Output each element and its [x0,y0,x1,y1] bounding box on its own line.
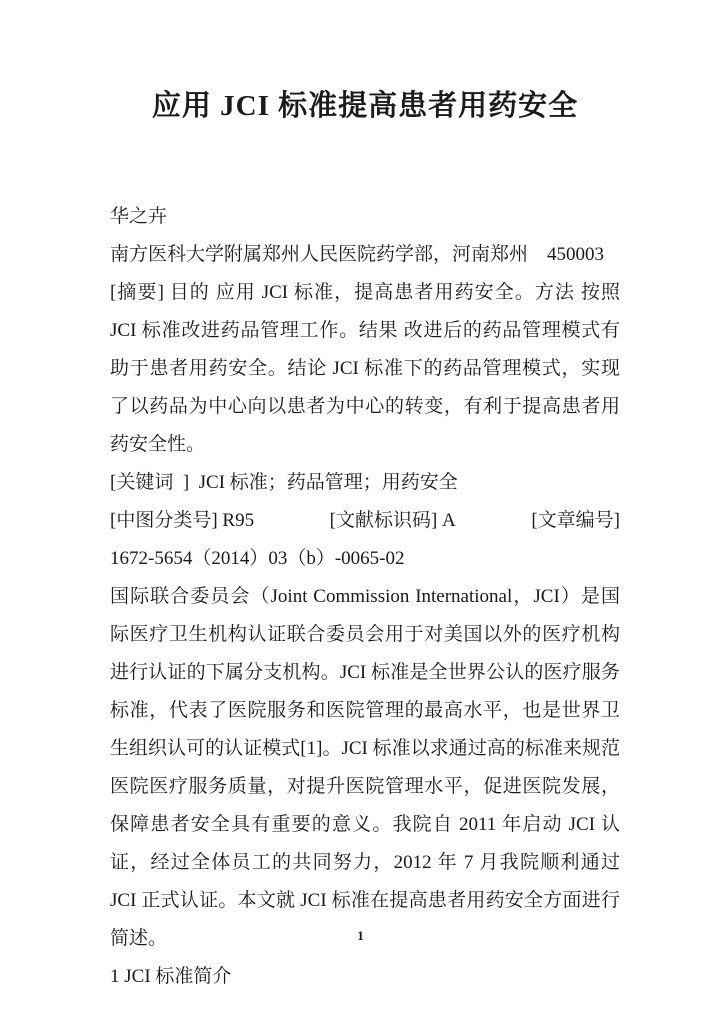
intro-paragraph: 国际联合委员会（Joint Commission International，JCI）是国际医疗卫生机构认证联合委员会用于对美国以外的医疗机构进行认证的下属分支机构。JCI 标准是全世界公认的医疗服务标准，代表了医院服务和医院管理的最高水平，也是世界卫生组织认可的认证模式[1]。JCI 标准以求通过高的标准来规范医院医疗服务质量，对提升医院管理水平，促进医院发展，保障患者安全具有重要的意义。我院自 2011 年启动 JCI 认证，经过全体员工的共同努力，2012 年 7 月我院顺利通过 JCI 正式认证。本文就 JCI 标准在提高患者用药安全方面进行简述。 [110,586,620,949]
keywords-line: [关键词 ] JCI 标准；药品管理；用药安全 [110,472,458,493]
article-title: 应用 JCI 标准提高患者用药安全 [151,90,579,122]
page-number: 1 [357,928,364,943]
clc-number: [中图分类号] R95 [110,510,255,531]
section-1-heading: 1 JCI 标准简介 [110,966,232,987]
document-body [110,198,620,996]
author-name: 华之卉 [110,206,168,227]
classification-line [110,502,620,540]
author-affiliation: 南方医科大学附属郑州人民医院药学部，河南郑州 450003 [110,244,605,265]
document-code: [文献标识码] A [329,510,456,531]
article-number-label: [文章编号] [531,510,620,531]
abstract-paragraph: [摘要] 目的 应用 JCI 标准，提高患者用药安全。方法 按照 JCI 标准改进药品管理工作。结果 改进后的药品管理模式有助于患者用药安全。结论 JCI 标准下的药品管理模式，实现了以药品为中心向以患者为中心的转变，有利于提高患者用药安全性。 [110,282,620,455]
article-number: 1672-5654（2014）03（b）-0065-02 [110,548,405,569]
